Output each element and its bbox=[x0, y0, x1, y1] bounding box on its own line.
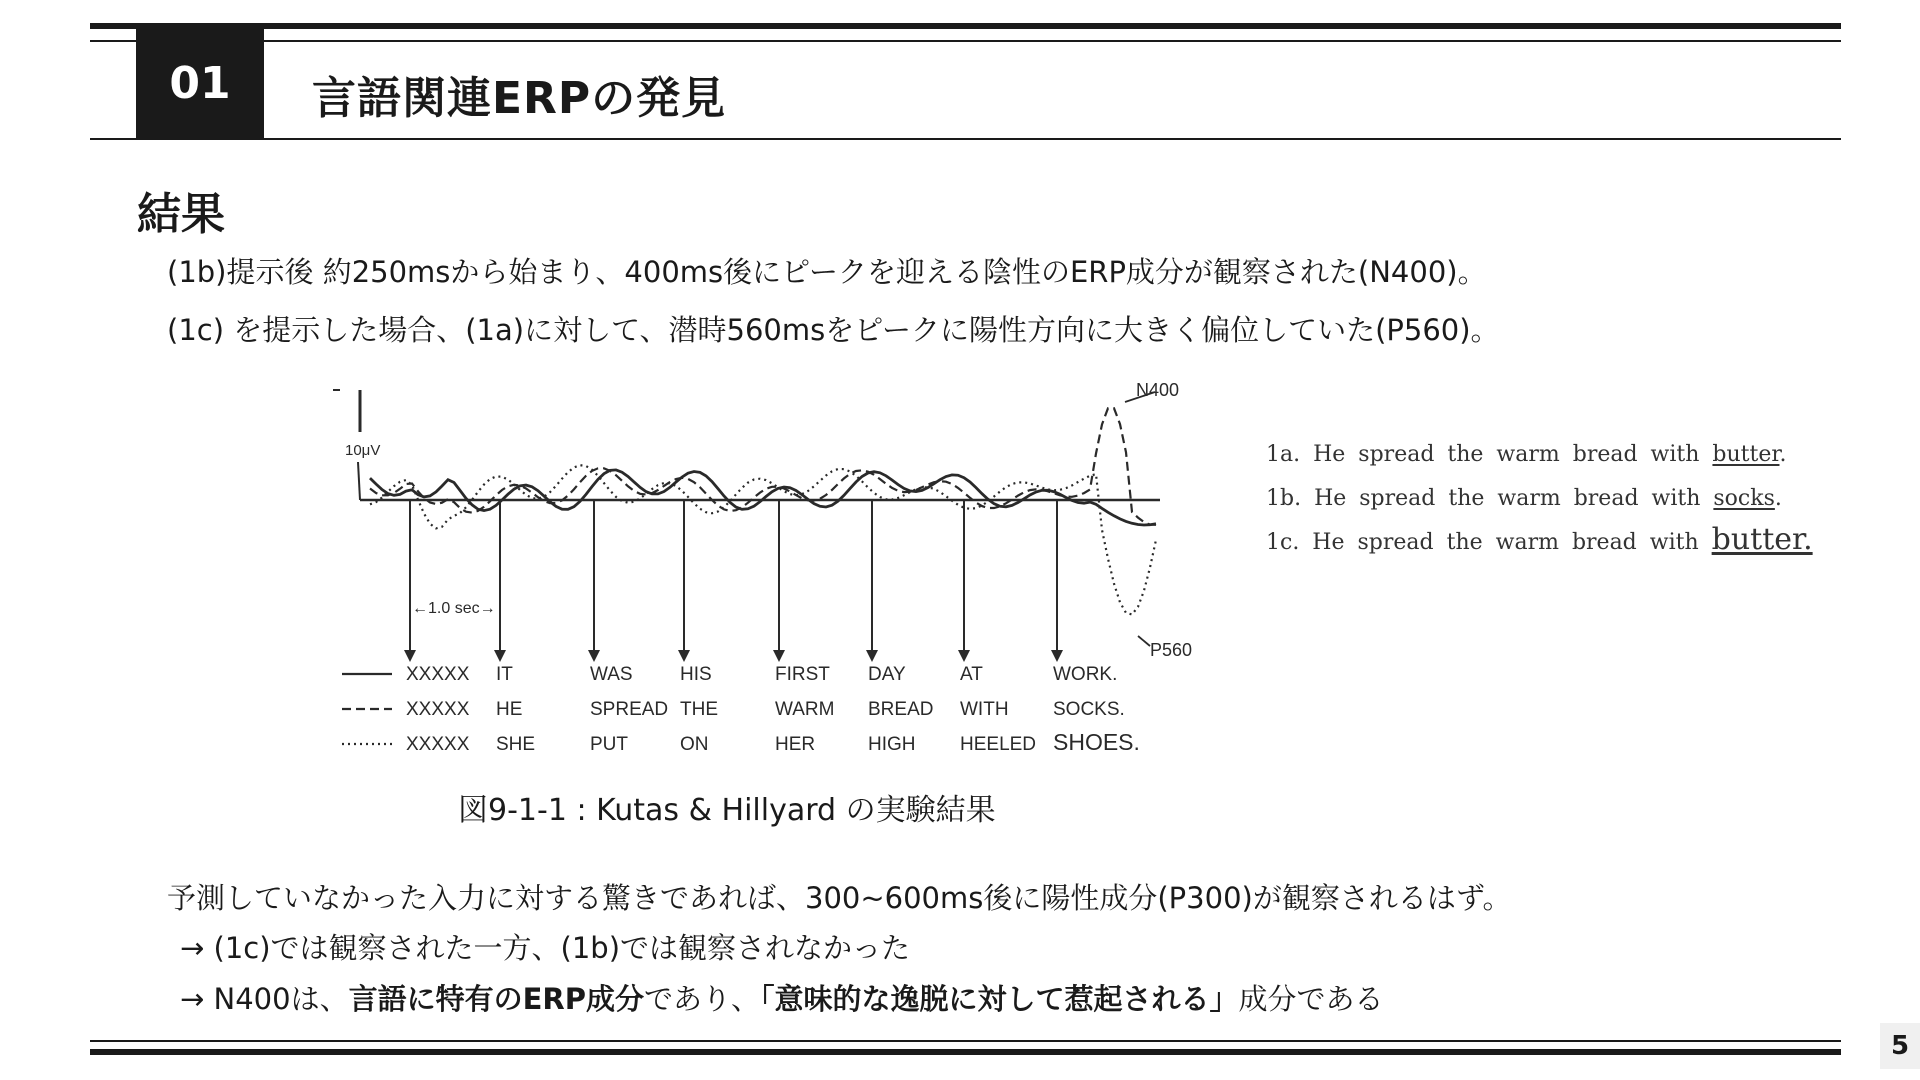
p560-label: P560 bbox=[1150, 640, 1193, 660]
stimulus-word: ON bbox=[680, 734, 709, 755]
example-target-word: butter. bbox=[1711, 522, 1813, 557]
footer-thin-rule bbox=[90, 1040, 1841, 1042]
stimulus-word: SPREAD bbox=[590, 699, 669, 720]
stimulus-word: XXXXX bbox=[406, 664, 470, 685]
example-sentence-1c: 1c. He spread the warm bread with butter. bbox=[1266, 522, 1813, 557]
erp-waveform-dashed bbox=[370, 408, 1156, 525]
stimulus-word: WORK. bbox=[1053, 664, 1118, 685]
stimulus-word: SOCKS. bbox=[1053, 699, 1125, 720]
erp-waveform-solid bbox=[370, 470, 1156, 525]
header-top-thin-rule bbox=[90, 40, 1841, 42]
stimulus-word: AT bbox=[960, 664, 983, 685]
slide-title: 言語関連ERPの発見 bbox=[312, 73, 727, 124]
stimulus-word: HIS bbox=[680, 664, 712, 685]
onset-arrow-head bbox=[958, 650, 970, 662]
emphasis-semantic-violation: 「意味的な逸脱に対して惹起される」 bbox=[760, 982, 1239, 1016]
stimulus-word: WARM bbox=[775, 699, 835, 720]
onset-arrow-head bbox=[678, 650, 690, 662]
emphasis-language-specific: 言語に特有のERP成分 bbox=[348, 982, 644, 1016]
stimulus-word: THE bbox=[680, 699, 718, 720]
erp-waveform-dotted bbox=[370, 465, 1156, 614]
stimulus-word: FIRST bbox=[775, 664, 830, 685]
stimulus-word: DAY bbox=[868, 664, 906, 685]
example-target-word: socks bbox=[1713, 486, 1775, 511]
stimulus-word: PUT bbox=[590, 734, 628, 755]
stimulus-word: HE bbox=[496, 699, 523, 720]
example-sentence-1a: 1a. He spread the warm bread with butter. bbox=[1266, 442, 1787, 467]
conclusion-line-3: → N400は、言語に特有のERP成分であり、「意味的な逸脱に対して惹起される」成分である bbox=[180, 982, 1384, 1016]
onset-arrow-head bbox=[1051, 650, 1063, 662]
onset-arrow-head bbox=[588, 650, 600, 662]
slide-number-badge: 01 bbox=[136, 28, 264, 138]
onset-arrow-head bbox=[404, 650, 416, 662]
header-top-thick-rule bbox=[90, 23, 1841, 29]
stimulus-word: HER bbox=[775, 734, 816, 755]
stimulus-word: IT bbox=[496, 664, 513, 685]
result-line-1: (1b)提示後 約250msから始まり、400ms後にピークを迎える陰性のERP成分が観察された(N400)。 bbox=[167, 255, 1487, 289]
onset-arrow-head bbox=[773, 650, 785, 662]
n400-label: N400 bbox=[1136, 380, 1180, 400]
stimulus-word: BREAD bbox=[868, 699, 934, 720]
stimulus-word: HIGH bbox=[868, 734, 916, 755]
stimulus-word: XXXXX bbox=[406, 699, 470, 720]
stimulus-word: SHE bbox=[496, 734, 536, 755]
section-heading: 結果 bbox=[137, 189, 225, 240]
stimulus-word: WITH bbox=[960, 699, 1009, 720]
example-sentence-1b: 1b. He spread the warm bread with socks. bbox=[1266, 486, 1782, 511]
conclusion-line-1: 予測していなかった入力に対する驚きであれば、300~600ms後に陽性成分(P300)が観察されるはず。 bbox=[167, 881, 1512, 915]
result-line-2: (1c) を提示した場合、(1a)に対して、潜時560msをピークに陽性方向に大きく偏位していた(P560)。 bbox=[167, 313, 1500, 347]
stimulus-word: XXXXX bbox=[406, 734, 470, 755]
example-target-word: butter bbox=[1712, 442, 1780, 467]
stimulus-word: WAS bbox=[590, 664, 633, 685]
erp-waveform-figure bbox=[330, 370, 1210, 770]
conclusion-line-2: → (1c)では観察された一方、(1b)では観察されなかった bbox=[180, 931, 911, 965]
header-bottom-rule bbox=[90, 138, 1841, 140]
stimulus-word: HEELED bbox=[960, 734, 1037, 755]
stimulus-word: SHOES. bbox=[1053, 729, 1140, 755]
page-number: 5 bbox=[1880, 1023, 1920, 1069]
figure-caption: 図9-1-1 : Kutas & Hillyard の実験結果 bbox=[458, 793, 996, 828]
scale-label: 10μV bbox=[345, 442, 381, 459]
onset-arrow-head bbox=[866, 650, 878, 662]
onset-arrow-head bbox=[494, 650, 506, 662]
footer-thick-rule bbox=[90, 1049, 1841, 1055]
time-scale-label: ←1.0 sec→ bbox=[412, 600, 496, 617]
